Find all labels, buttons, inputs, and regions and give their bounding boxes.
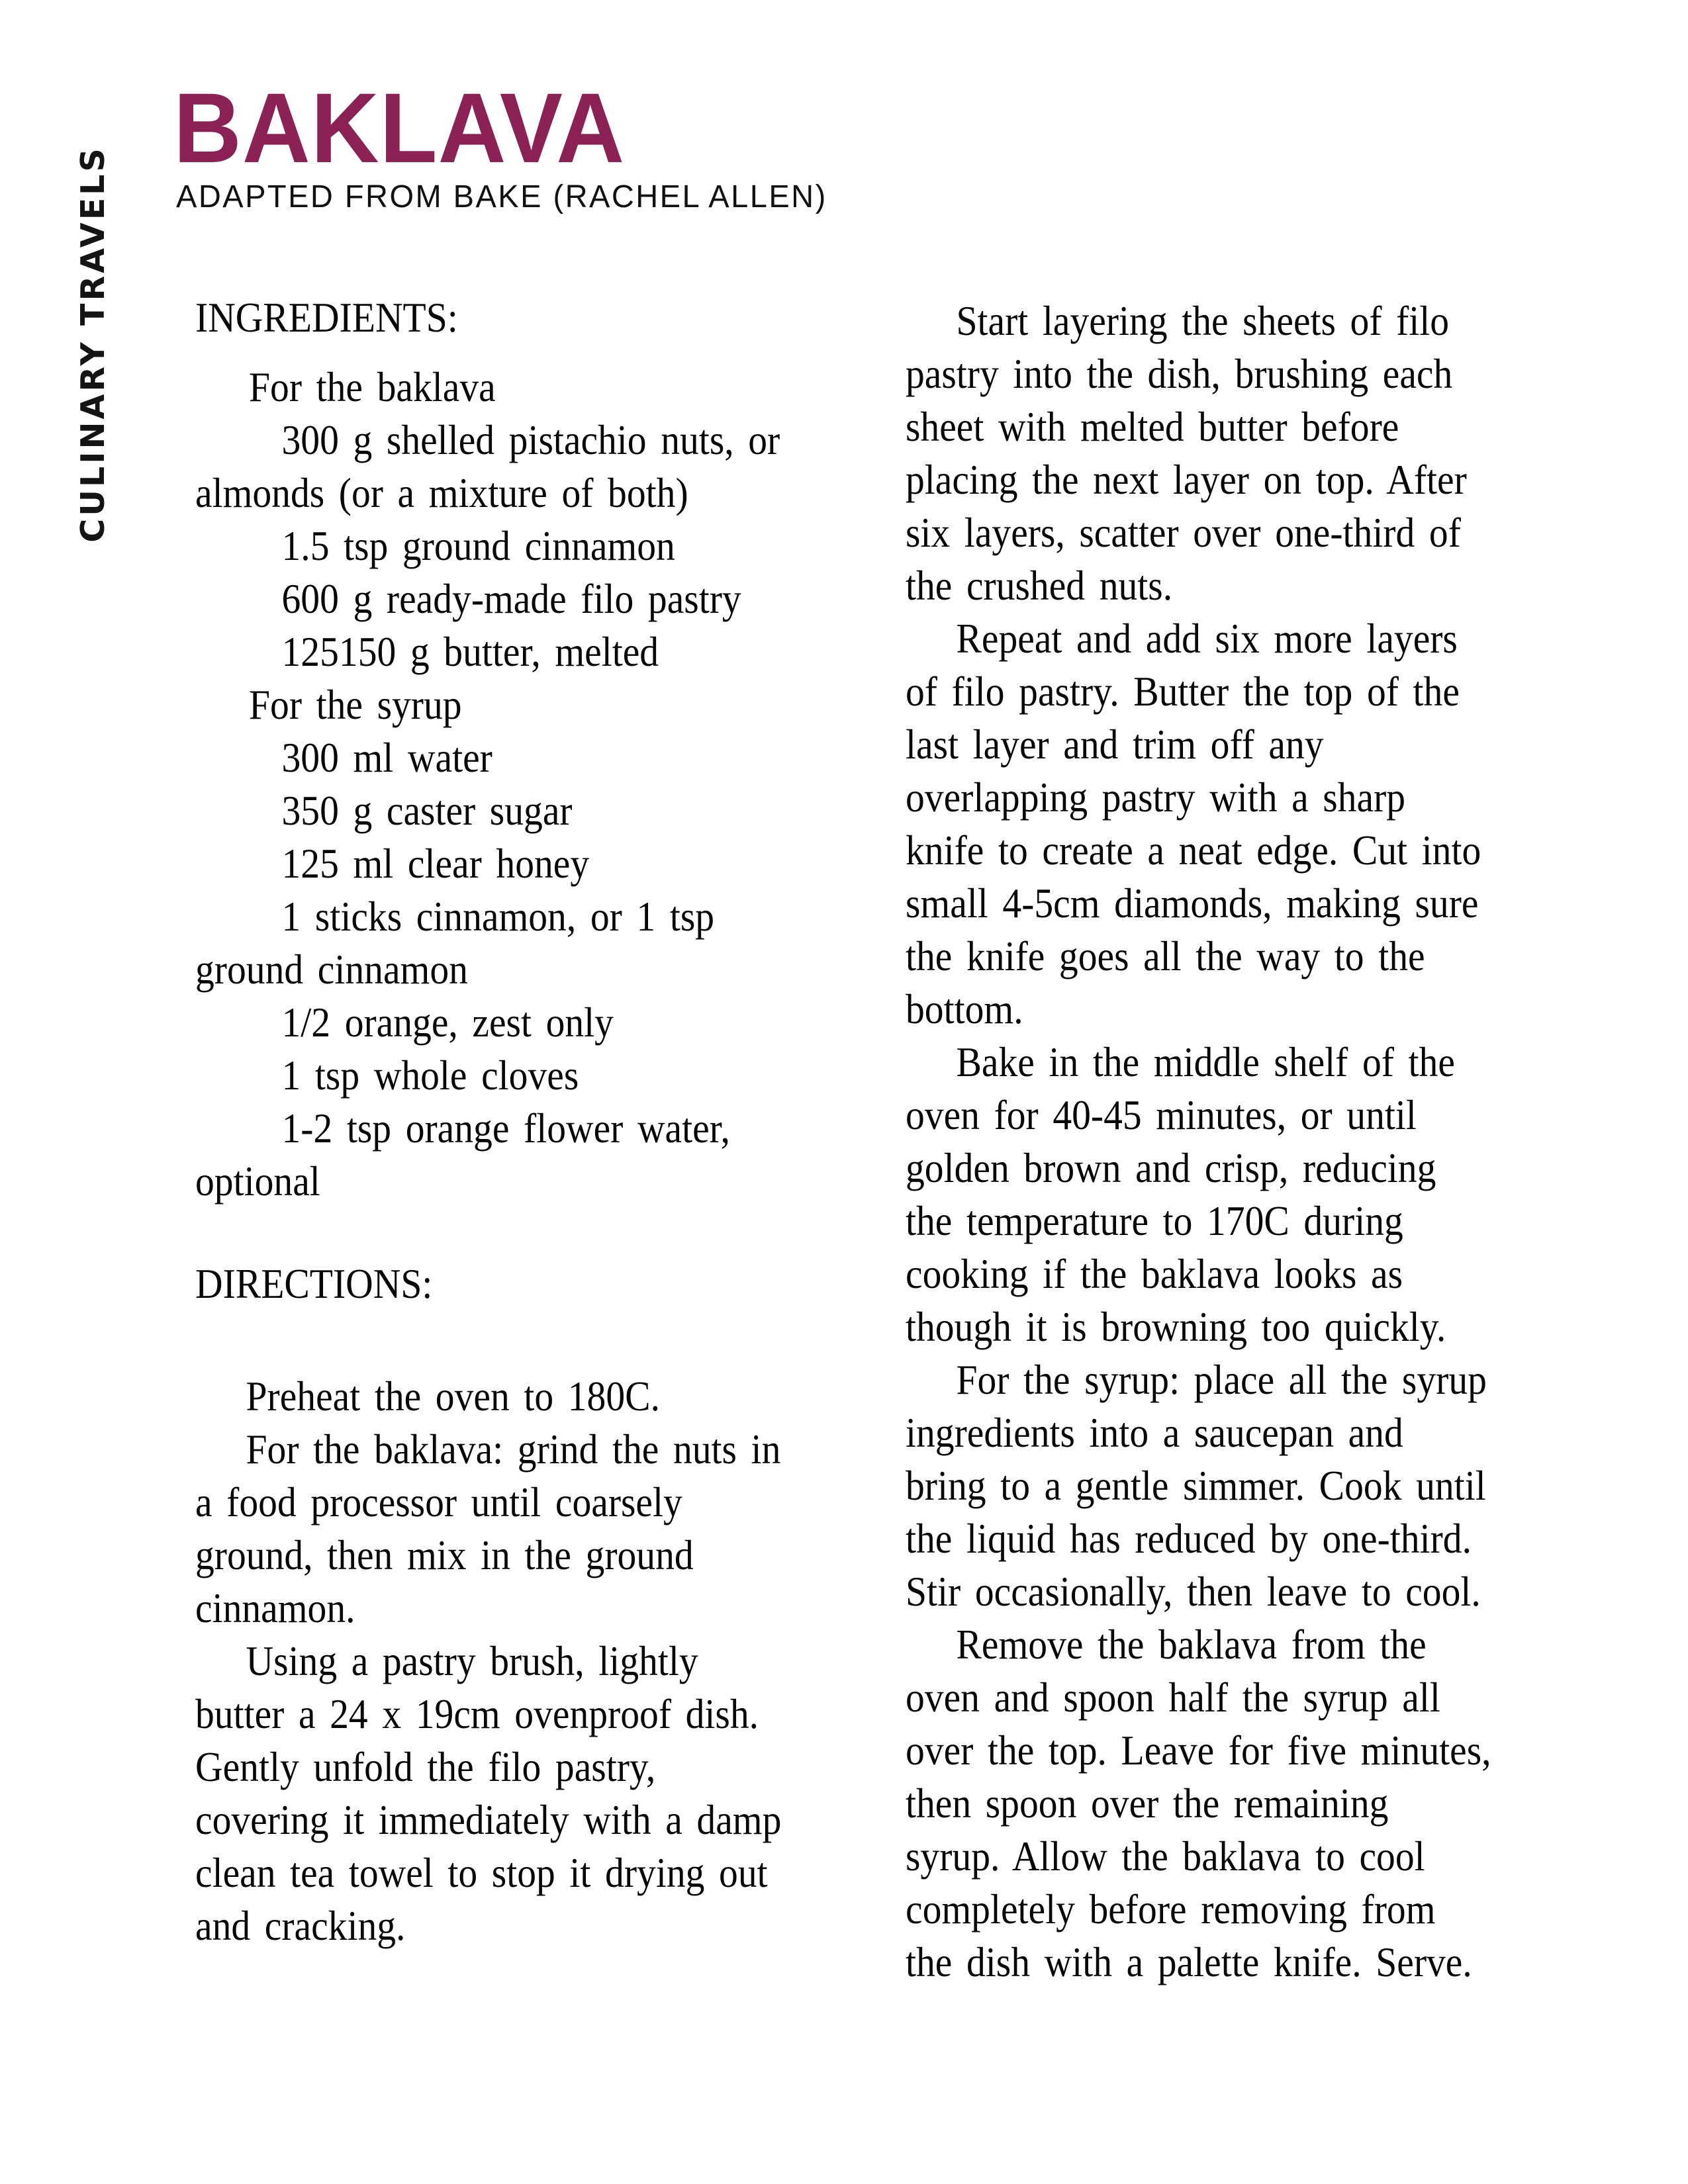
page-title: BAKLAVA <box>173 72 626 183</box>
text-line: overlapping pastry with a sharp <box>906 774 1406 821</box>
text-line: bottom. <box>906 985 1023 1032</box>
text-line: though it is browning too quickly. <box>906 1303 1446 1350</box>
text-line: For the syrup: place all the syrup <box>956 1356 1487 1403</box>
text-line: For the baklava <box>249 363 496 410</box>
ingredients-list <box>195 361 880 1208</box>
text-line: knife to create a neat edge. Cut into <box>906 827 1481 874</box>
text-line: sheet with melted butter before <box>906 403 1399 450</box>
text-line: Bake in the middle shelf of the <box>956 1038 1455 1085</box>
text-line: then spoon over the remaining <box>906 1780 1389 1827</box>
text-line: covering it immediately with a damp <box>195 1796 782 1843</box>
directions-list <box>195 1370 880 1952</box>
text-line: 350 g caster sugar <box>281 787 573 834</box>
text-line: of filo pastry. Butter the top of the <box>906 668 1460 715</box>
text-line: 1 tsp whole cloves <box>281 1052 579 1099</box>
text-line: Repeat and add six more layers <box>956 615 1458 662</box>
left-column <box>195 291 880 1952</box>
page-subtitle: ADAPTED FROM BAKE (RACHEL ALLEN) <box>176 179 827 214</box>
text-line: the liquid has reduced by one-third. <box>906 1515 1472 1562</box>
text-line: Gently unfold the filo pastry, <box>195 1743 656 1790</box>
text-line: Using a pastry brush, lightly <box>246 1637 698 1684</box>
right-column <box>906 295 1620 1989</box>
brand-text: CULINARY TRAVELS <box>74 146 112 543</box>
text-line: Remove the baklava from the <box>956 1621 1427 1668</box>
text-line: 600 g ready-made filo pastry <box>281 575 741 622</box>
text-line: butter a 24 x 19cm ovenproof dish. <box>195 1690 759 1737</box>
text-line: syrup. Allow the baklava to cool <box>906 1833 1425 1880</box>
text-line: a food processor until coarsely <box>195 1479 682 1525</box>
text-line: over the top. Leave for five minutes, <box>906 1727 1491 1774</box>
text-line: clean tea towel to stop it drying out <box>195 1849 768 1896</box>
text-line: cooking if the baklava looks as <box>906 1250 1403 1297</box>
sidebar-vertical-brand <box>74 126 127 563</box>
directions-heading: DIRECTIONS: <box>195 1260 433 1307</box>
text-line: 1 sticks cinnamon, or 1 tsp <box>281 893 715 940</box>
text-line: bring to a gentle simmer. Cook until <box>906 1462 1486 1509</box>
text-line: Stir occasionally, then leave to cool. <box>906 1568 1481 1615</box>
text-line: small 4-5cm diamonds, making sure <box>906 880 1479 927</box>
text-line: cinnamon. <box>195 1584 355 1631</box>
ingredients-heading: INGREDIENTS: <box>195 294 458 341</box>
text-line: 1.5 tsp ground cinnamon <box>281 522 675 569</box>
text-line: For the syrup <box>249 681 462 728</box>
text-line: placing the next layer on top. After <box>906 456 1467 503</box>
text-line: oven and spoon half the syrup all <box>906 1674 1440 1721</box>
text-line: the temperature to 170C during <box>906 1197 1403 1244</box>
method-continued-list <box>906 295 1620 1989</box>
text-line: For the baklava: grind the nuts in <box>246 1426 781 1473</box>
text-line: 300 ml water <box>281 734 492 781</box>
text-line: ingredients into a saucepan and <box>906 1409 1403 1456</box>
text-line: ground cinnamon <box>195 946 468 993</box>
text-line: 125150 g butter, melted <box>281 628 659 675</box>
text-line: pastry into the dish, brushing each <box>906 350 1453 397</box>
text-line: 300 g shelled pistachio nuts, or <box>281 416 780 463</box>
text-line: ground, then mix in the ground <box>195 1531 694 1578</box>
text-line: Preheat the oven to 180C. <box>246 1373 660 1420</box>
text-line: 125 ml clear honey <box>281 840 590 887</box>
text-line: oven for 40-45 minutes, or until <box>906 1091 1417 1138</box>
text-line: 1-2 tsp orange flower water, <box>281 1105 730 1152</box>
text-line: golden brown and crisp, reducing <box>906 1144 1436 1191</box>
text-line: six layers, scatter over one-third of <box>906 509 1461 556</box>
text-line: optional <box>195 1158 320 1205</box>
text-line: almonds (or a mixture of both) <box>195 469 688 516</box>
text-line: the dish with a palette knife. Serve. <box>906 1938 1472 1985</box>
text-line: Start layering the sheets of filo <box>956 297 1450 344</box>
text-line: and cracking. <box>195 1902 406 1949</box>
text-line: 1/2 orange, zest only <box>281 999 614 1046</box>
text-line: last layer and trim off any <box>906 721 1324 768</box>
text-line: completely before removing from <box>906 1886 1436 1933</box>
text-line: the crushed nuts. <box>906 562 1173 609</box>
text-line: the knife goes all the way to the <box>906 933 1425 979</box>
